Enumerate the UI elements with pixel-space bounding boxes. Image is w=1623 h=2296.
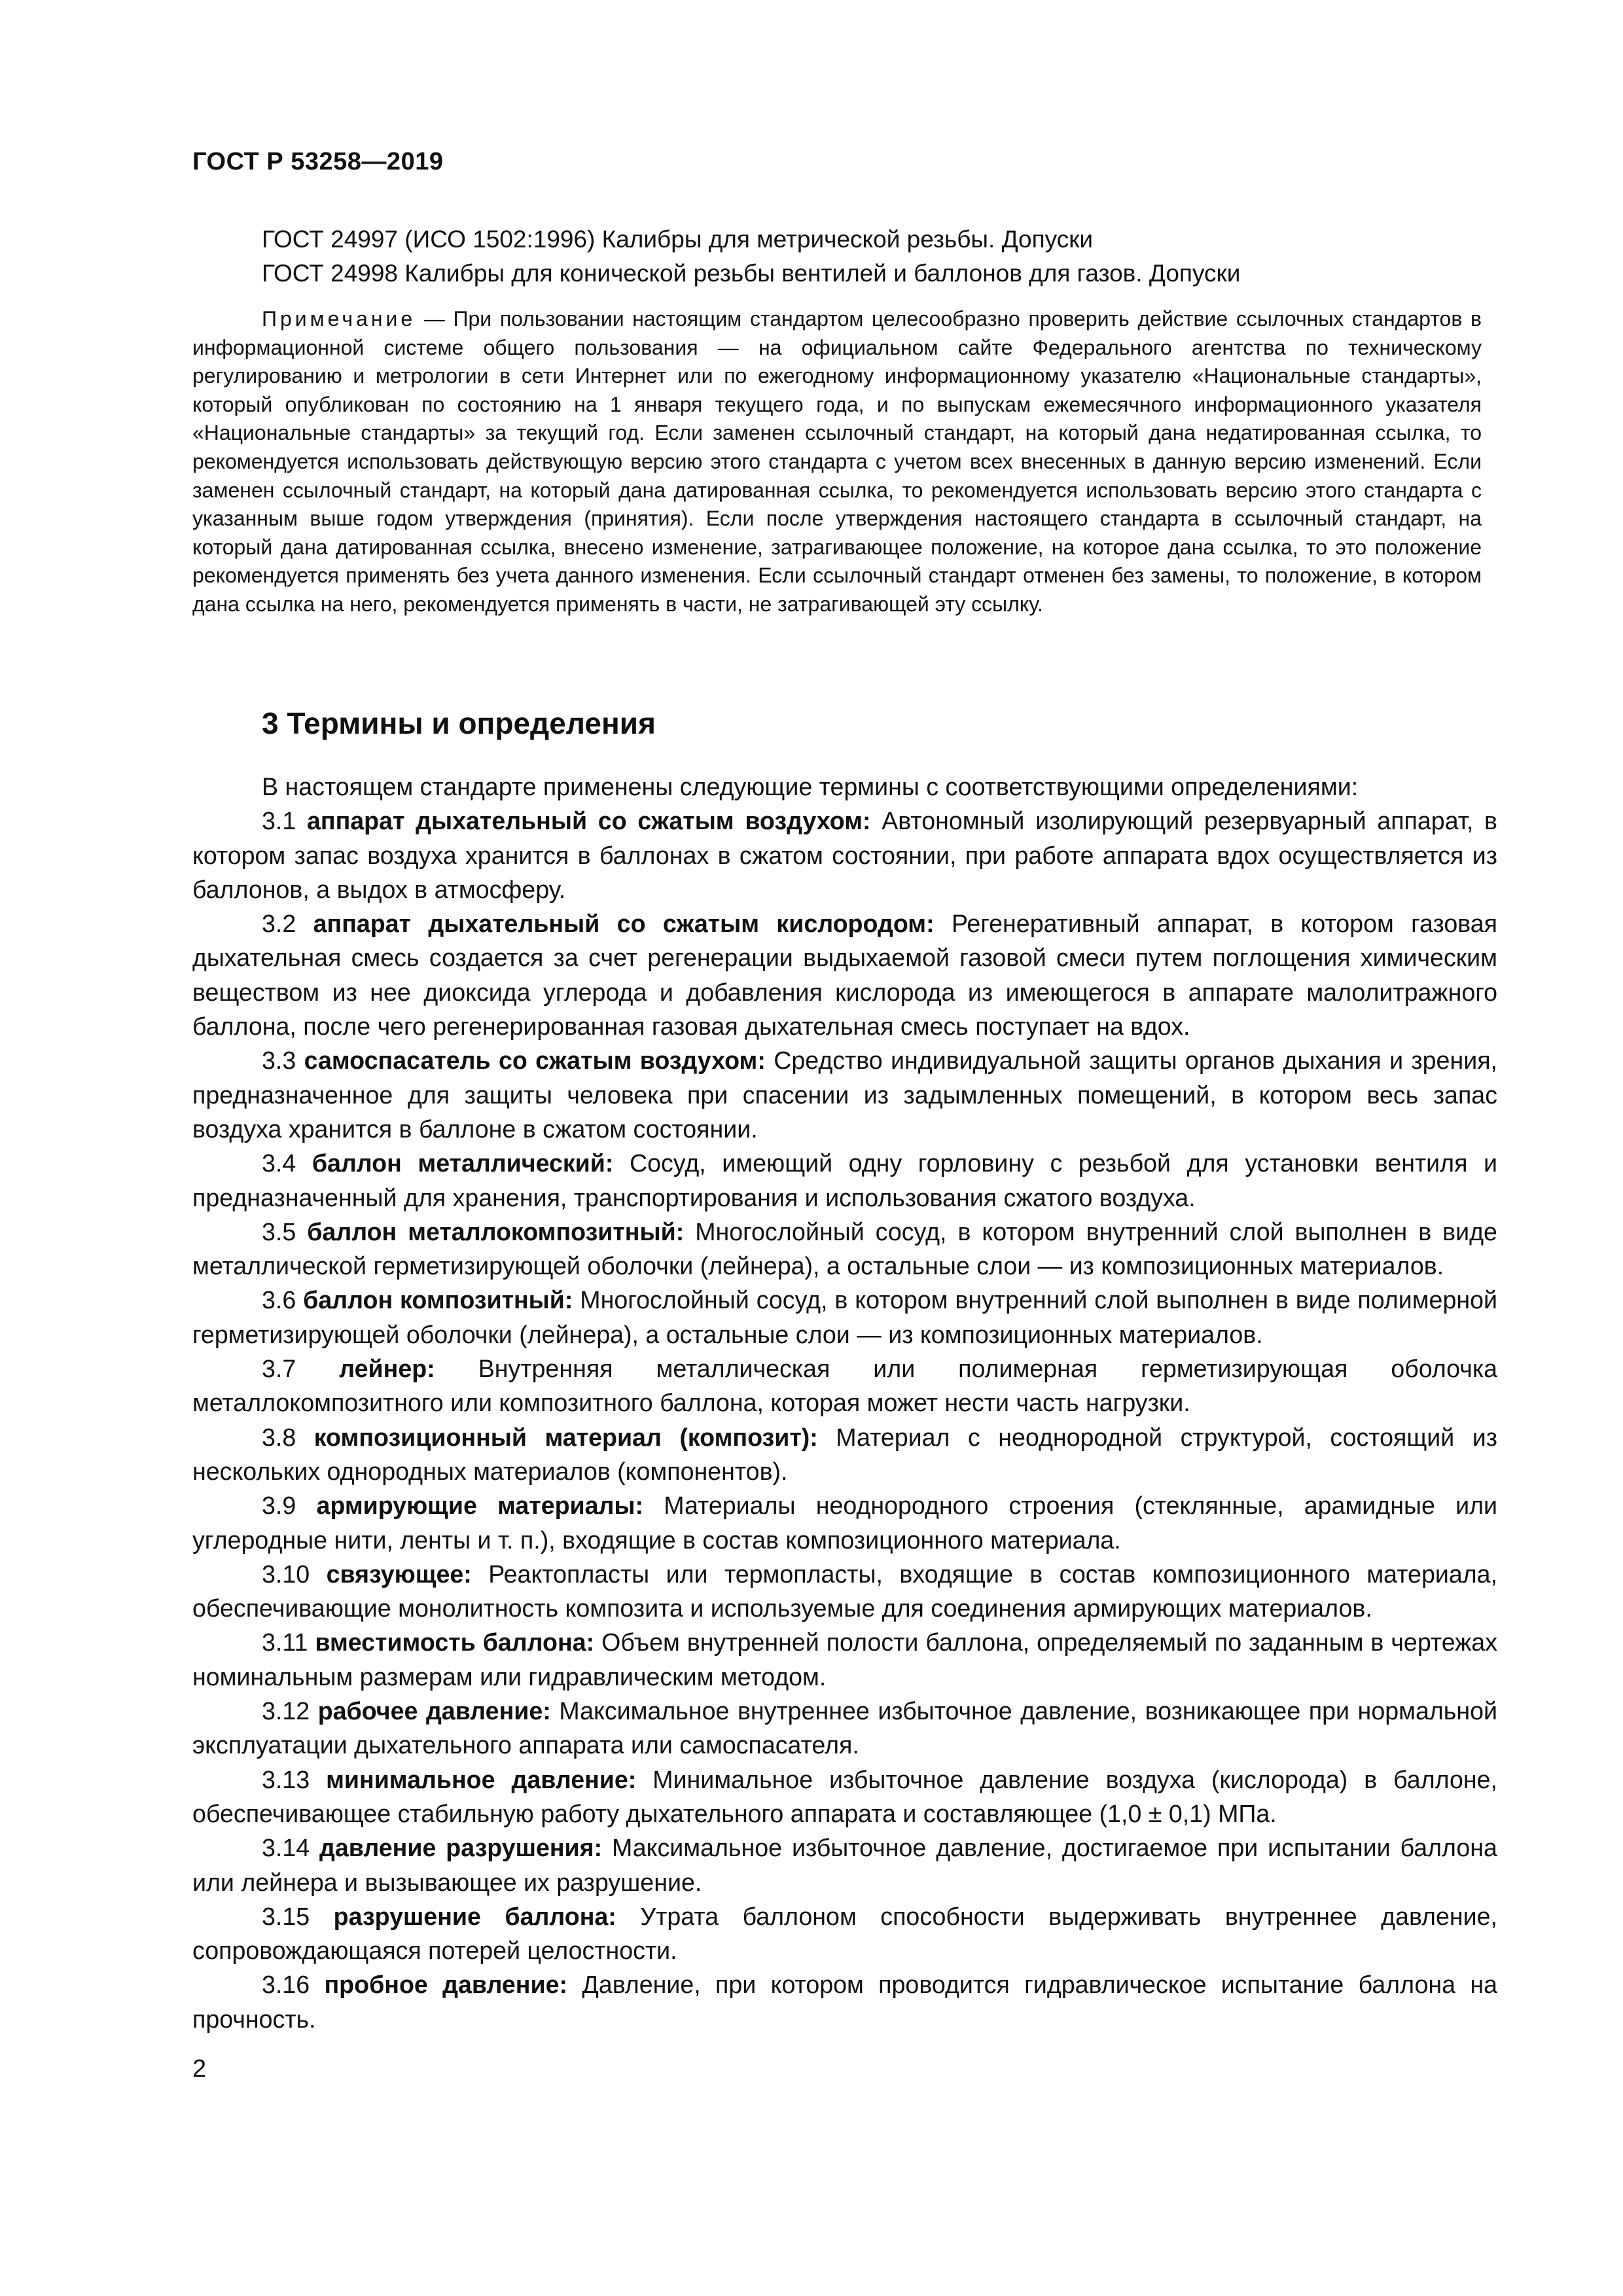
term-number: 3.5: [262, 1217, 296, 1246]
term-definition: Многослойный сосуд, в котором внутренний слой выполнен в виде металлической герметизирующей оболочки (лейнера), а остальные слои — из композиционных материалов.: [192, 1217, 1497, 1280]
terms-list: [192, 770, 1497, 2036]
term-name: минимальное давление:: [326, 1765, 637, 1793]
section-title: 3 Термины и определения: [262, 706, 656, 740]
page-number: 2: [192, 2055, 207, 2083]
term-name: армирующие материалы:: [316, 1492, 644, 1520]
note-paragraph: [192, 305, 1482, 619]
term-item: [192, 1043, 1497, 1146]
term-number: 3.3: [262, 1047, 296, 1075]
term-name: рабочее давление:: [317, 1697, 551, 1725]
term-number: 3.7: [262, 1355, 296, 1383]
term-number: 3.15: [262, 1902, 310, 1930]
term-definition: Внутренняя металлическая или полимерная герметизирующая оболочка металлокомпозитного или композитного баллона, которая может нести часть нагрузки.: [192, 1355, 1497, 1417]
term-number: 3.11: [262, 1628, 308, 1657]
term-number: 3.14: [262, 1834, 310, 1862]
term-item: [192, 1420, 1497, 1489]
term-definition: Сосуд, имеющий одну горловину с резьбой для установки вентиля и предназначенный для хранения, транспортирования и использования сжатого воздуха.: [192, 1149, 1498, 1211]
term-definition: Реактопласты или термопласты, входящие в состав композиционного материала, обеспечивающие монолитность композита и используемые для соединения армирующих материалов.: [192, 1560, 1497, 1623]
reference-item: ГОСТ 24997 (ИСО 1502:1996) Калибры для метрической резьбы. Допуски: [262, 226, 1094, 253]
normative-references: [262, 223, 1240, 291]
term-item: [192, 1215, 1497, 1283]
term-item: [192, 1694, 1497, 1763]
term-number: 3.4: [262, 1149, 296, 1177]
term-name: разрушение баллона:: [333, 1902, 616, 1930]
term-definition: Объем внутренней полости баллона, определяемый по заданным в чертежах номинальным размерам или гидравлическим методом.: [192, 1628, 1497, 1691]
term-item: [192, 1488, 1497, 1557]
section-intro: В настоящем стандарте применены следующие термины с соответствующими определениями:: [262, 773, 1359, 800]
term-number: 3.12: [262, 1697, 310, 1725]
term-item: [192, 1352, 1497, 1420]
note-label: Примечание: [262, 307, 416, 331]
term-name: связующее:: [326, 1560, 472, 1588]
term-name: лейнер:: [339, 1355, 435, 1383]
term-name: баллон металлокомпозитный:: [307, 1217, 685, 1246]
term-definition: Регенеративный аппарат, в котором газовая дыхательная смесь создается за счет регенерации выдыхаемой газовой смеси путем поглощения химическим веществом из нее диоксида углерода и добавления кислорода из имеющегося в аппарате малолитражного баллона, после чего регенерированная газовая дыхательная смесь поступает на вдох.: [192, 910, 1498, 1041]
term-definition: Автономный изолирующий резервуарный аппарат, в котором запас воздуха хранится в баллонах в сжатом состоянии, при работе аппарата вдох осуществляется из баллонов, а выдох в атмосферу.: [192, 807, 1497, 903]
term-definition: Материал с неоднородной структурой, состоящий из нескольких однородных материалов (компонентов).: [192, 1423, 1497, 1485]
note-text: — При пользовании настоящим стандартом целесообразно проверить действие ссылочных стандартов в информационной системе общего пользования — на официальном сайте Федерального агентства по техническому регулированию и метрологии в сети Интернет или по ежегодному информационному указателю «Национальные стандарты», который опубликован по состоянию на 1 января текущего года, и по выпускам ежемесячного информационного указателя «Национальные стандарты» за текущий год. Если заменен ссылочный стандарт, на который дана недатированная ссылка, то рекомендуется использовать действующую версию этого стандарта с учетом всех внесенных в данную версию изменений. Если заменен ссылочный стандарт, на который дана датированная ссылка, то рекомендуется использовать версию этого стандарта с указанным выше годом утверждения (принятия). Если после утверждения настоящего стандарта в ссылочный стандарт, на который дана датированная ссылка, внесено изменение, затрагивающее положение, на которое дана ссылка, то это положение рекомендуется применять без учета данного изменения. Если ссылочный стандарт отменен без замены, то положение, в котором дана ссылка на него, рекомендуется применять в части, не затрагивающей эту ссылку.: [192, 307, 1482, 616]
term-name: вместимость баллона:: [315, 1628, 595, 1657]
term-item: [192, 804, 1497, 906]
term-number: 3.16: [262, 1971, 310, 1999]
term-item: [192, 1763, 1497, 1831]
term-name: аппарат дыхательный со сжатым воздухом:: [306, 807, 871, 835]
term-number: 3.9: [262, 1492, 296, 1520]
term-definition: Давление, при котором проводится гидравлическое испытание баллона на прочность.: [192, 1971, 1497, 2033]
term-name: композиционный материал (композит):: [313, 1423, 818, 1451]
term-definition: Материалы неоднородного строения (стеклянные, арамидные или углеродные нити, ленты и т. п.), входящие в состав композиционного материала.: [192, 1492, 1497, 1554]
term-definition: Максимальное внутреннее избыточное давление, возникающее при нормальной эксплуатации дыхательного аппарата или самоспасателя.: [192, 1697, 1497, 1759]
term-name: баллон металлический:: [312, 1149, 614, 1177]
term-name: пробное давление:: [324, 1971, 568, 1999]
reference-item: ГОСТ 24998 Калибры для конической резьбы вентилей и баллонов для газов. Допуски: [262, 260, 1241, 287]
term-number: 3.2: [262, 910, 296, 938]
term-definition: Максимальное избыточное давление, достигаемое при испытании баллона или лейнера и вызывающее их разрушение.: [192, 1834, 1497, 1896]
term-definition: Средство индивидуальной защиты органов дыхания и зрения, предназначенное для защиты человека при спасении из задымленных помещений, в котором весь запас воздуха хранится в баллоне в сжатом состоянии.: [192, 1047, 1497, 1143]
term-item: [192, 906, 1497, 1043]
term-name: баллон композитный:: [303, 1286, 573, 1314]
term-definition: Многослойный сосуд, в котором внутренний слой выполнен в виде полимерной герметизирующей оболочки (лейнера), а остальные слои — из композиционных материалов.: [192, 1286, 1497, 1348]
term-item: [192, 1625, 1497, 1694]
term-number: 3.13: [262, 1765, 310, 1793]
term-number: 3.1: [262, 807, 296, 835]
term-definition: Минимальное избыточное давление воздуха (кислорода) в баллоне, обеспечивающее стабильную работу дыхательного аппарата и составляющее (1,0 ± 0,1) МПа.: [192, 1765, 1497, 1827]
document-header: ГОСТ Р 53258—2019: [192, 148, 444, 175]
term-item: [192, 1899, 1497, 1968]
term-name: давление разрушения:: [319, 1834, 603, 1862]
term-item: [192, 1283, 1497, 1352]
term-number: 3.8: [262, 1423, 296, 1451]
term-item: [192, 1146, 1497, 1215]
term-item: [192, 1967, 1497, 2036]
term-item: [192, 1831, 1497, 1899]
term-definition: Утрата баллоном способности выдерживать внутреннее давление, сопровождающаяся потерей целостности.: [192, 1902, 1497, 1965]
term-name: аппарат дыхательный со сжатым кислородом:: [313, 910, 935, 938]
term-number: 3.6: [262, 1286, 296, 1314]
term-number: 3.10: [262, 1560, 310, 1588]
term-name: самоспасатель со сжатым воздухом:: [304, 1047, 766, 1075]
term-item: [192, 1557, 1497, 1626]
